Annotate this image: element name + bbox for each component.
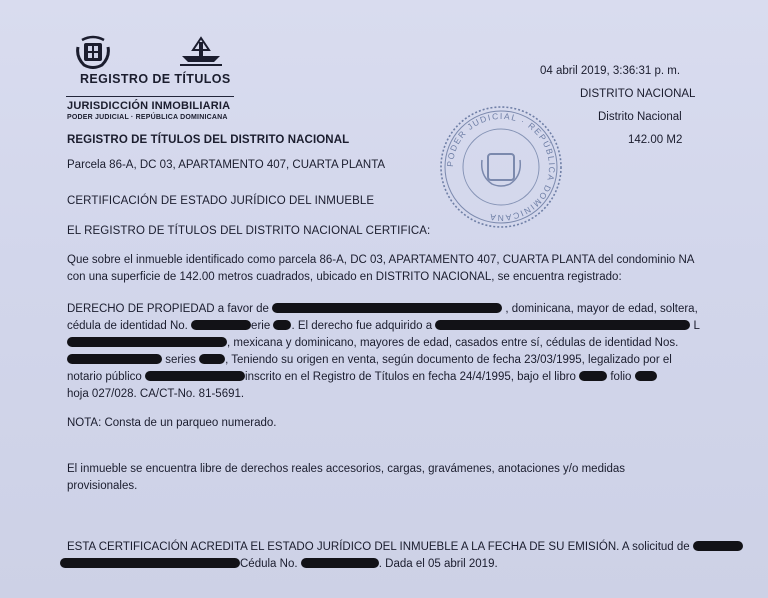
rights-line-2-end: L [693, 320, 700, 332]
rights-line-4-series: series [165, 354, 196, 366]
rights-line-1 [67, 302, 698, 316]
rights-line-4-text: , Teniendo su origen en venta, según documento de fecha 23/03/1995, legalizado por el [225, 354, 672, 366]
redacted-seller-names [435, 320, 690, 330]
area-value: 142.00 M2 [628, 134, 683, 146]
scales-logo-icon [178, 36, 224, 68]
redacted-requester-name [60, 558, 240, 568]
coat-of-arms-icon [74, 35, 112, 69]
rights-line-1-start: DERECHO DE PROPIEDAD a favor de [67, 303, 269, 315]
office-title: REGISTRO DE TÍTULOS DEL DISTRITO NACIONAL [67, 134, 350, 146]
seal-text: PODER JUDICIAL · REPÚBLICA DOMINICANA [444, 110, 558, 224]
intro-line-1: Que sobre el inmueble identificado como parcela 86-A, DC 03, APARTAMENTO 407, CUARTA PLANTA del condominio NA [67, 254, 695, 266]
rights-line-4 [67, 353, 672, 367]
closing-line-2 [60, 557, 498, 571]
redacted-notary-name [145, 371, 245, 381]
rights-line-5-folio: folio [610, 371, 632, 383]
certifies-line: EL REGISTRO DE TÍTULOS DEL DISTRITO NACIONAL CERTIFICA: [67, 225, 431, 237]
free-of-liens-line-2: provisionales. [67, 480, 138, 492]
rights-line-5-text: inscrito en el Registro de Títulos en fecha 24/4/1995, bajo el libro [245, 371, 576, 383]
redacted-series-2 [199, 354, 225, 364]
certificate-title: CERTIFICACIÓN DE ESTADO JURÍDICO DEL INMUEBLE [67, 195, 375, 207]
district-upper: DISTRITO NACIONAL [580, 88, 696, 100]
rights-line-3-text: , mexicana y dominicano, mayores de edad, casados entre sí, cédulas de identidad Nos. [227, 337, 679, 349]
property-line: Parcela 86-A, DC 03, APARTAMENTO 407, CUARTA PLANTA [67, 159, 386, 171]
rights-line-3 [67, 336, 678, 350]
registry-logo-text: REGISTRO DE TÍTULOS [80, 72, 231, 86]
jurisdiction-label: JURISDICCIÓN INMOBILIARIA [67, 100, 231, 112]
closing-line-2-date: . Dada el 05 abril 2019. [378, 558, 498, 570]
rights-line-2-start: cédula de identidad No. [67, 320, 188, 332]
rights-line-2 [67, 319, 700, 333]
redacted-seller-names-cont [67, 337, 227, 347]
issue-datetime: 04 abril 2019, 3:36:31 p. m. [540, 65, 681, 77]
rights-line-5-notary: notario público [67, 371, 142, 383]
free-of-liens-line-1: El inmueble se encuentra libre de derechos reales accesorios, cargas, gravámenes, anotaciones y/o medidas [67, 463, 626, 475]
redacted-requester [693, 541, 743, 551]
closing-line-1-text: ESTA CERTIFICACIÓN ACREDITA EL ESTADO JURÍDICO DEL INMUEBLE A LA FECHA DE SU EMISIÓN. A solicitud de [67, 541, 690, 553]
redacted-requester-id [301, 558, 379, 568]
note-line: NOTA: Consta de un parqueo numerado. [67, 417, 277, 429]
district-name: Distrito Nacional [598, 111, 682, 123]
redacted-series [273, 320, 291, 330]
intro-line-2: con una superficie de 142.00 metros cuadrados, ubicado en DISTRITO NACIONAL, se encuentra registrado: [67, 271, 622, 283]
rights-line-6: hoja 027/028. CA/CT-No. 81-5691. [67, 388, 245, 400]
rights-line-1-end: , dominicana, mayor de edad, soltera, [505, 303, 698, 315]
closing-line-2-id: Cédula No. [240, 558, 298, 570]
redacted-id-numbers [67, 354, 162, 364]
closing-line-1 [67, 540, 743, 554]
branch-label: PODER JUDICIAL · REPÚBLICA DOMINICANA [67, 114, 228, 121]
redacted-id-number [191, 320, 251, 330]
redacted-owner-name [272, 303, 502, 313]
official-seal-icon [436, 102, 566, 232]
rights-line-2-series: erie [251, 320, 271, 332]
redacted-folio-number [635, 371, 657, 381]
header-divider [66, 96, 234, 97]
redacted-book-number [579, 371, 607, 381]
rights-line-2-acquired: . El derecho fue adquirido a [291, 320, 433, 332]
rights-line-5 [67, 370, 657, 384]
